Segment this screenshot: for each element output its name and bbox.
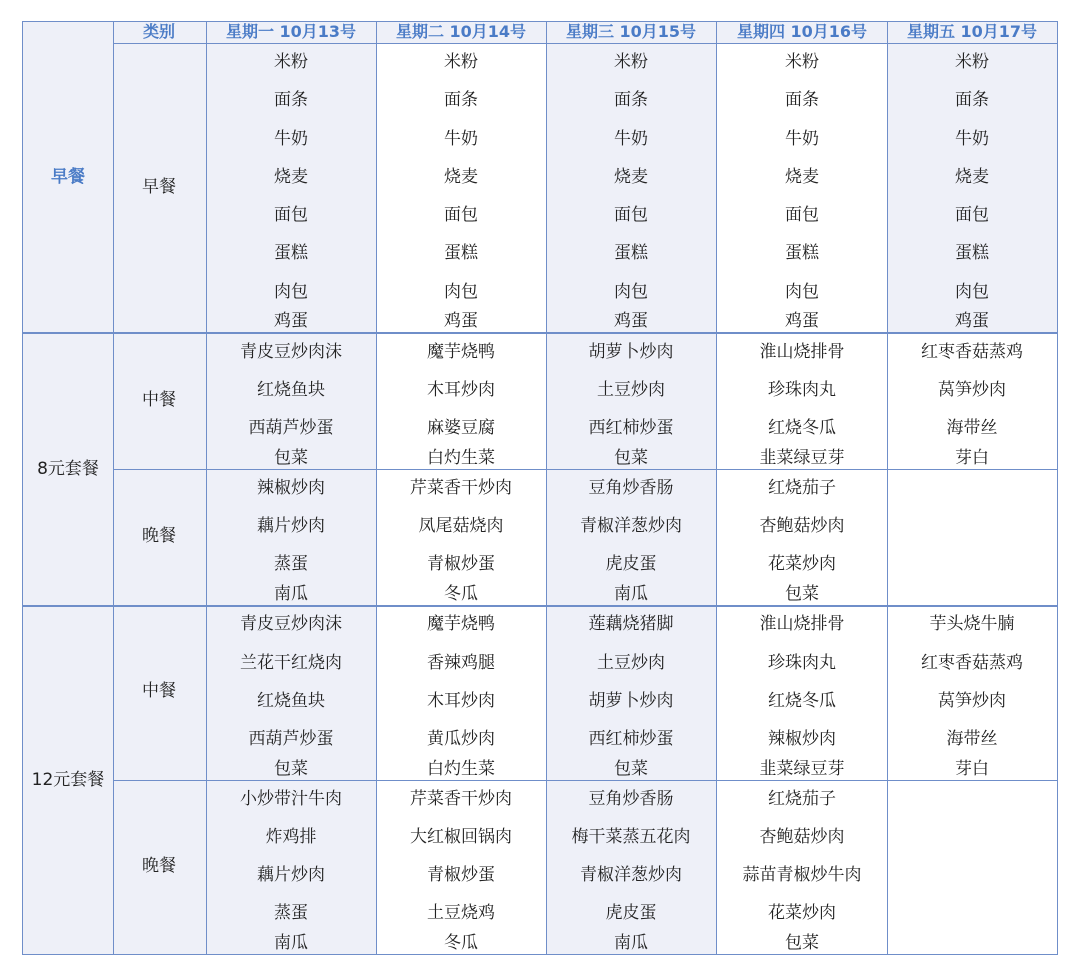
border-bottom [22,954,1058,955]
hline-breakfast-end [22,332,1058,334]
dish-item: 包菜 [785,584,819,604]
dish-item: 米粉 [955,52,989,72]
dish-item: 烧麦 [444,167,478,187]
header-day-4: 星期四 10月16号 [736,22,868,41]
dish-item: 肉包 [274,282,308,302]
vline-day4 [716,21,717,955]
dish-item: 包菜 [274,448,308,468]
dish-item: 辣椒炒肉 [768,729,836,749]
dish-item: 辣椒炒肉 [257,478,325,498]
dish-item: 莴笋炒肉 [938,380,1006,400]
dish-item: 红枣香菇蒸鸡 [921,653,1023,673]
dish-item: 麻婆豆腐 [427,418,495,438]
dish-item: 包菜 [614,759,648,779]
dish-item: 蛋糕 [444,243,478,263]
dish-item: 红烧冬瓜 [768,418,836,438]
dish-item: 豆角炒香肠 [588,478,674,498]
dish-item: 海带丝 [946,418,998,438]
dish-item: 牛奶 [955,129,989,149]
header-category: 类别 [142,22,176,41]
dish-item: 蛋糕 [785,243,819,263]
dish-item: 芹菜香干炒肉 [410,789,512,809]
dish-item: 肉包 [614,282,648,302]
dish-item: 海带丝 [946,729,998,749]
dish-item: 面条 [444,90,478,110]
header-day-1: 星期一 10月13号 [225,22,357,41]
dish-item: 莴笋炒肉 [938,691,1006,711]
dish-item: 韭菜绿豆芽 [759,759,845,779]
dish-item: 韭菜绿豆芽 [759,448,845,468]
dish-item: 胡萝卜炒肉 [588,691,674,711]
dish-item: 面包 [444,205,478,225]
dish-item: 黄瓜炒肉 [427,729,495,749]
border-right [1057,21,1058,955]
dish-item: 珍珠肉丸 [768,380,836,400]
dish-item: 土豆炒肉 [597,380,665,400]
dish-item: 蛋糕 [614,243,648,263]
dish-item: 青椒炒蛋 [427,554,495,574]
dish-item: 南瓜 [274,584,308,604]
dish-item: 木耳炒肉 [427,691,495,711]
dish-item: 面包 [274,205,308,225]
dish-item: 虎皮蛋 [605,903,657,923]
vline-day2 [376,21,377,955]
dish-item: 蒜苗青椒炒牛肉 [742,865,862,885]
dish-item: 米粉 [614,52,648,72]
dish-item: 肉包 [785,282,819,302]
menu-table [22,21,1058,955]
dish-item: 红烧鱼块 [257,380,325,400]
meal-set12-lunch: 中餐 [142,681,176,701]
dish-item: 凤尾菇烧肉 [418,516,504,536]
dish-item: 面包 [614,205,648,225]
dish-item: 花菜炒肉 [768,903,836,923]
dish-item: 青椒洋葱炒肉 [580,865,682,885]
shade-group-col [22,21,113,955]
dish-item: 胡萝卜炒肉 [588,342,674,362]
shade-meal-col [113,21,206,955]
dish-item: 蛋糕 [955,243,989,263]
dish-item: 红烧冬瓜 [768,691,836,711]
dish-item: 青椒炒蛋 [427,865,495,885]
header-day-3: 星期三 10月15号 [565,22,697,41]
dish-item: 鸡蛋 [955,311,989,331]
header-day-2: 星期二 10月14号 [395,22,527,41]
dish-item: 西红柿炒蛋 [588,729,674,749]
dish-item: 红枣香菇蒸鸡 [921,342,1023,362]
dish-item: 牛奶 [274,129,308,149]
dish-item: 面条 [614,90,648,110]
meal-set8-dinner: 晚餐 [142,526,176,546]
dish-item: 鸡蛋 [614,311,648,331]
dish-item: 芽白 [955,759,989,779]
dish-item: 淮山烧排骨 [759,614,845,634]
dish-item: 烧麦 [614,167,648,187]
dish-item: 鸡蛋 [785,311,819,331]
dish-item: 包菜 [274,759,308,779]
dish-item: 魔芋烧鸭 [427,614,495,634]
dish-item: 豆角炒香肠 [588,789,674,809]
dish-item: 杏鲍菇炒肉 [759,827,845,847]
dish-item: 蒸蛋 [274,554,308,574]
dish-item: 红烧茄子 [768,789,836,809]
dish-item: 面包 [955,205,989,225]
vline-meal [113,21,114,955]
dish-item: 青皮豆炒肉沫 [240,342,342,362]
vline-day3 [546,21,547,955]
dish-item: 炸鸡排 [265,827,317,847]
group-set8: 8元套餐 [37,459,99,479]
dish-item: 花菜炒肉 [768,554,836,574]
dish-item: 藕片炒肉 [257,865,325,885]
dish-item: 鸡蛋 [274,311,308,331]
dish-item: 南瓜 [274,933,308,953]
dish-item: 牛奶 [785,129,819,149]
dish-item: 南瓜 [614,933,648,953]
dish-item: 南瓜 [614,584,648,604]
dish-item: 木耳炒肉 [427,380,495,400]
dish-item: 藕片炒肉 [257,516,325,536]
dish-item: 芽白 [955,448,989,468]
dish-item: 米粉 [274,52,308,72]
dish-item: 包菜 [785,933,819,953]
dish-item: 牛奶 [444,129,478,149]
group-set12: 12元套餐 [31,770,105,790]
dish-item: 白灼生菜 [427,759,495,779]
dish-item: 兰花干红烧肉 [240,653,342,673]
vline-day5 [887,21,888,955]
dish-item: 魔芋烧鸭 [427,342,495,362]
header-day-5: 星期五 10月17号 [906,22,1038,41]
dish-item: 青皮豆炒肉沫 [240,614,342,634]
dish-item: 西葫芦炒蛋 [248,729,334,749]
dish-item: 淮山烧排骨 [759,342,845,362]
dish-item: 肉包 [955,282,989,302]
dish-item: 面包 [785,205,819,225]
dish-item: 烧麦 [274,167,308,187]
hline-header [113,43,1058,44]
dish-item: 面条 [274,90,308,110]
dish-item: 红烧鱼块 [257,691,325,711]
dish-item: 莲藕烧猪脚 [588,614,674,634]
dish-item: 蛋糕 [274,243,308,263]
dish-item: 米粉 [444,52,478,72]
dish-item: 烧麦 [785,167,819,187]
hline-set8-end [22,605,1058,607]
meal-breakfast: 早餐 [142,177,176,197]
dish-item: 米粉 [785,52,819,72]
dish-item: 杏鲍菇炒肉 [759,516,845,536]
dish-item: 红烧茄子 [768,478,836,498]
dish-item: 西葫芦炒蛋 [248,418,334,438]
dish-item: 白灼生菜 [427,448,495,468]
dish-item: 西红柿炒蛋 [588,418,674,438]
dish-item: 冬瓜 [444,933,478,953]
dish-item: 芋头烧牛腩 [929,614,1015,634]
dish-item: 青椒洋葱炒肉 [580,516,682,536]
dish-item: 土豆炒肉 [597,653,665,673]
dish-item: 烧麦 [955,167,989,187]
dish-item: 面条 [955,90,989,110]
border-left [22,21,23,955]
dish-item: 大红椒回锅肉 [410,827,512,847]
dish-item: 蒸蛋 [274,903,308,923]
dish-item: 牛奶 [614,129,648,149]
dish-item: 肉包 [444,282,478,302]
dish-item: 香辣鸡腿 [427,653,495,673]
hline-set8-mid [113,469,1058,470]
dish-item: 面条 [785,90,819,110]
dish-item: 包菜 [614,448,648,468]
dish-item: 虎皮蛋 [605,554,657,574]
vline-day1 [206,21,207,955]
dish-item: 梅干菜蒸五花肉 [571,827,691,847]
dish-item: 小炒带汁牛肉 [240,789,342,809]
dish-item: 芹菜香干炒肉 [410,478,512,498]
dish-item: 冬瓜 [444,584,478,604]
hline-set12-mid [113,780,1058,781]
dish-item: 鸡蛋 [444,311,478,331]
group-breakfast: 早餐 [51,167,85,187]
dish-item: 土豆烧鸡 [427,903,495,923]
meal-set12-dinner: 晚餐 [142,856,176,876]
meal-set8-lunch: 中餐 [142,390,176,410]
dish-item: 珍珠肉丸 [768,653,836,673]
border-top [22,21,1058,22]
